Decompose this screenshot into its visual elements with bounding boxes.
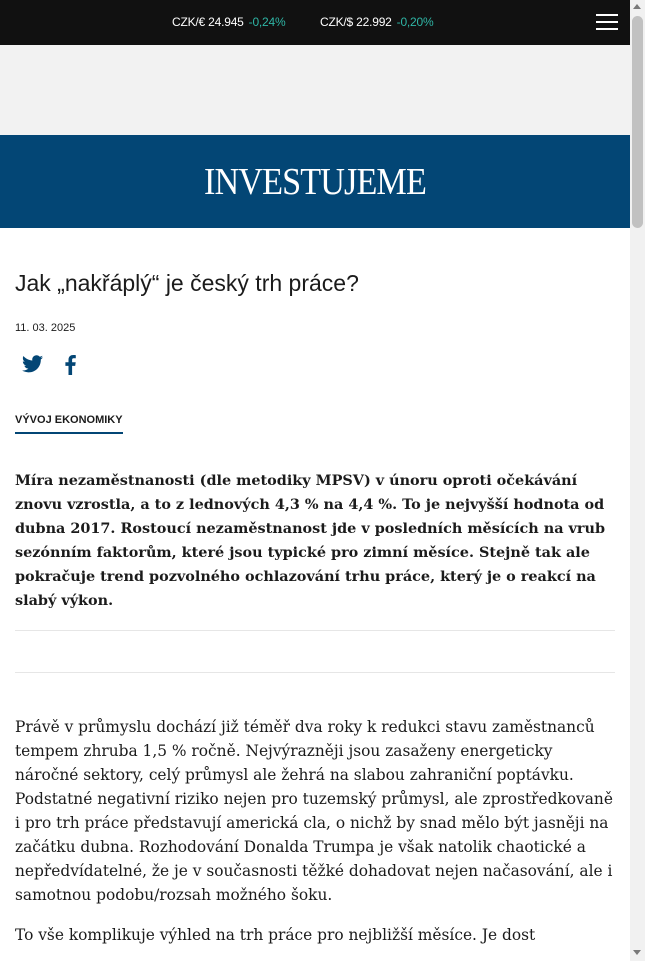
ticker-eur xyxy=(172,15,285,29)
article-date: 11. 03. 2025 xyxy=(15,322,76,334)
paragraph: To vše komplikuje výhled na trh práce pro nejbližší měsíce. Je dost xyxy=(15,926,536,944)
twitter-icon[interactable] xyxy=(22,355,43,375)
article-body xyxy=(15,715,615,961)
facebook-icon[interactable] xyxy=(65,355,76,375)
ticker-usd xyxy=(320,15,433,29)
ad-placeholder xyxy=(0,45,630,135)
scroll-thumb[interactable] xyxy=(632,16,643,228)
article-perex: Míra nezaměstnanosti (dle metodiky MPSV) v únoru oproti očekávání znovu vzrostla, a to z lednových 4,3 % na 4,4 %. To je nejvyšší hodnota od dubna 2017. Rostoucí nezaměstnanost jde v posledních měsících na vrub sezónním faktorům, které jsou typické pro zimní měsíce. Stejně tak ale pokračuje trend pozvolného ochlazování trhu práce, který je o reakcí na slabý výkon. xyxy=(15,472,606,609)
ticker-usd-change: -0,20% xyxy=(396,15,434,29)
divider-top xyxy=(15,630,615,631)
paragraph: Právě v průmyslu dochází již téměř dva roky k redukci stavu zaměstnanců tempem zhruba 1,5 % ročně. Nejvýrazněji jsou zasaženy energeticky náročné sektory, celý průmysl ale žehrá na slabou zahraniční poptávku. Podstatné negativní riziko nejen pro tuzemský průmysl, ale zprostředkovaně i pro trh práce představují americká cla, o nichž by snad mělo být jasněji na začátku dubna. Rozhodování Donalda Trumpa je však natolik chaotické a nepředvídatelné, že je v současnosti těžké dohadovat nejen načasování, ale i samotnou podobu/rozsah možného šoku. xyxy=(15,718,613,904)
ticker-eur-change: -0,24% xyxy=(248,15,286,29)
ticker-eur-pair: CZK/€ 24.945 xyxy=(172,15,244,29)
ticker-usd-pair: CZK/$ 22.992 xyxy=(320,15,392,29)
scroll-up-arrow-icon[interactable] xyxy=(633,4,641,9)
site-logo[interactable]: INVESTUJEME xyxy=(204,161,426,203)
hamburger-menu-icon[interactable] xyxy=(596,13,618,31)
scrollbar[interactable] xyxy=(630,0,645,961)
currency-bar xyxy=(0,0,630,45)
scroll-down-arrow-icon[interactable] xyxy=(633,950,641,955)
article-title: Jak „nakřáplý“ je český trh práce? xyxy=(15,270,359,296)
divider-bottom xyxy=(15,672,615,673)
category-link[interactable]: VÝVOJ EKONOMIKY xyxy=(15,414,123,434)
